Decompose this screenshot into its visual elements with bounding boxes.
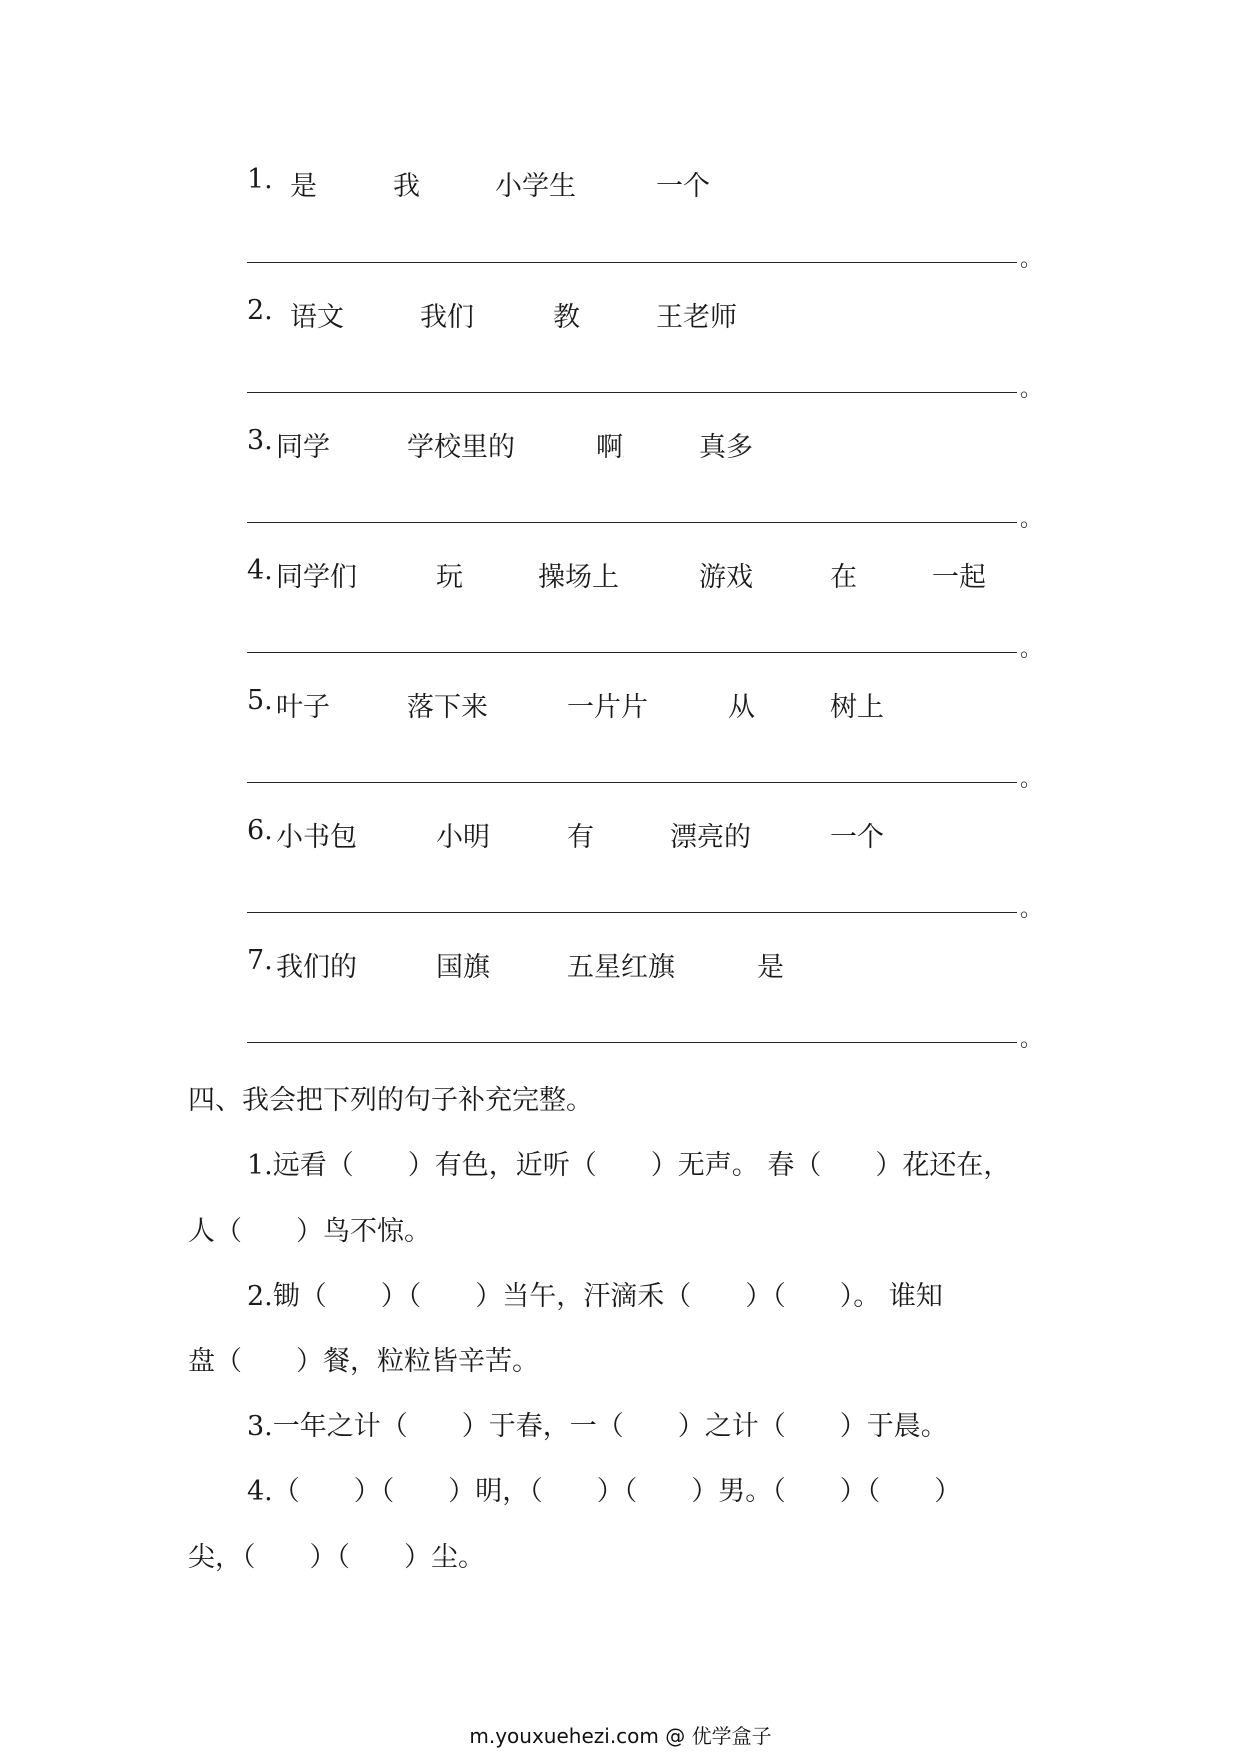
item-number: 1. — [247, 164, 273, 195]
answer-line[interactable] — [247, 392, 1017, 393]
word: 从 — [728, 692, 755, 723]
end-mark: 。 — [1020, 507, 1043, 532]
item-number: 3. — [247, 425, 273, 456]
word: 王老师 — [656, 302, 737, 333]
footer-watermark: m.youxuehezi.com @ 优学盒子 — [469, 1724, 772, 1748]
fill-line-3: 3.一年之计（ ）于春，一（ ）之计（ ）于晨。 — [247, 1411, 948, 1442]
word: 小学生 — [495, 171, 576, 202]
word: 在 — [830, 562, 857, 593]
word: 同学 — [276, 432, 330, 463]
end-mark: 。 — [1020, 1027, 1043, 1052]
word: 一个 — [830, 822, 884, 853]
item-number: 5. — [247, 685, 273, 716]
word: 我们的 — [276, 952, 357, 983]
fill-line-4: 4.（ ）（ ）明，（ ）（ ）男。（ ）（ ） — [247, 1476, 962, 1507]
answer-line[interactable] — [247, 782, 1017, 783]
answer-line[interactable] — [247, 1042, 1017, 1043]
word: 国旗 — [436, 952, 490, 983]
word: 小明 — [436, 822, 490, 853]
word: 漂亮的 — [670, 822, 751, 853]
word: 教 — [553, 302, 580, 333]
fill-line-1: 1.远看（ ）有色，近听（ ）无声。 春（ ）花还在， — [247, 1150, 1011, 1181]
end-mark: 。 — [1020, 897, 1043, 922]
answer-line[interactable] — [247, 522, 1017, 523]
word: 叶子 — [276, 692, 330, 723]
word: 小书包 — [276, 822, 357, 853]
word: 五星红旗 — [567, 952, 675, 983]
word: 一起 — [932, 562, 986, 593]
fill-line-4-cont: 尖，（ ）（ ）尘。 — [188, 1542, 485, 1573]
end-mark: 。 — [1020, 247, 1043, 272]
answer-line[interactable] — [247, 912, 1017, 913]
fill-line-1-cont: 人（ ）鸟不惊。 — [188, 1216, 431, 1247]
item-number: 7. — [247, 945, 273, 976]
word: 同学们 — [276, 562, 357, 593]
item-number: 2. — [247, 295, 273, 326]
word: 啊 — [596, 432, 623, 463]
word: 是 — [290, 171, 317, 202]
fill-line-2: 2.锄（ ）（ ）当午，汗滴禾（ ）（ ）。 谁知 — [247, 1281, 943, 1312]
word: 操场上 — [538, 562, 619, 593]
end-mark: 。 — [1020, 637, 1043, 662]
item-number: 4. — [247, 555, 273, 586]
word: 游戏 — [699, 562, 753, 593]
word: 我 — [393, 171, 420, 202]
section-4-title: 四、我会把下列的句子补充完整。 — [188, 1085, 593, 1116]
word: 我们 — [420, 302, 474, 333]
word: 一个 — [656, 171, 710, 202]
fill-line-2-cont: 盘（ ）餐，粒粒皆辛苦。 — [188, 1346, 539, 1377]
word: 真多 — [699, 432, 753, 463]
answer-line[interactable] — [247, 262, 1017, 263]
word: 玩 — [436, 562, 463, 593]
item-number: 6. — [247, 815, 273, 846]
word: 学校里的 — [407, 432, 515, 463]
end-mark: 。 — [1020, 377, 1043, 402]
word: 有 — [567, 822, 594, 853]
word: 是 — [757, 952, 784, 983]
word: 树上 — [830, 692, 884, 723]
word: 落下来 — [407, 692, 488, 723]
word: 语文 — [290, 302, 344, 333]
answer-line[interactable] — [247, 652, 1017, 653]
end-mark: 。 — [1020, 767, 1043, 792]
word: 一片片 — [567, 692, 648, 723]
